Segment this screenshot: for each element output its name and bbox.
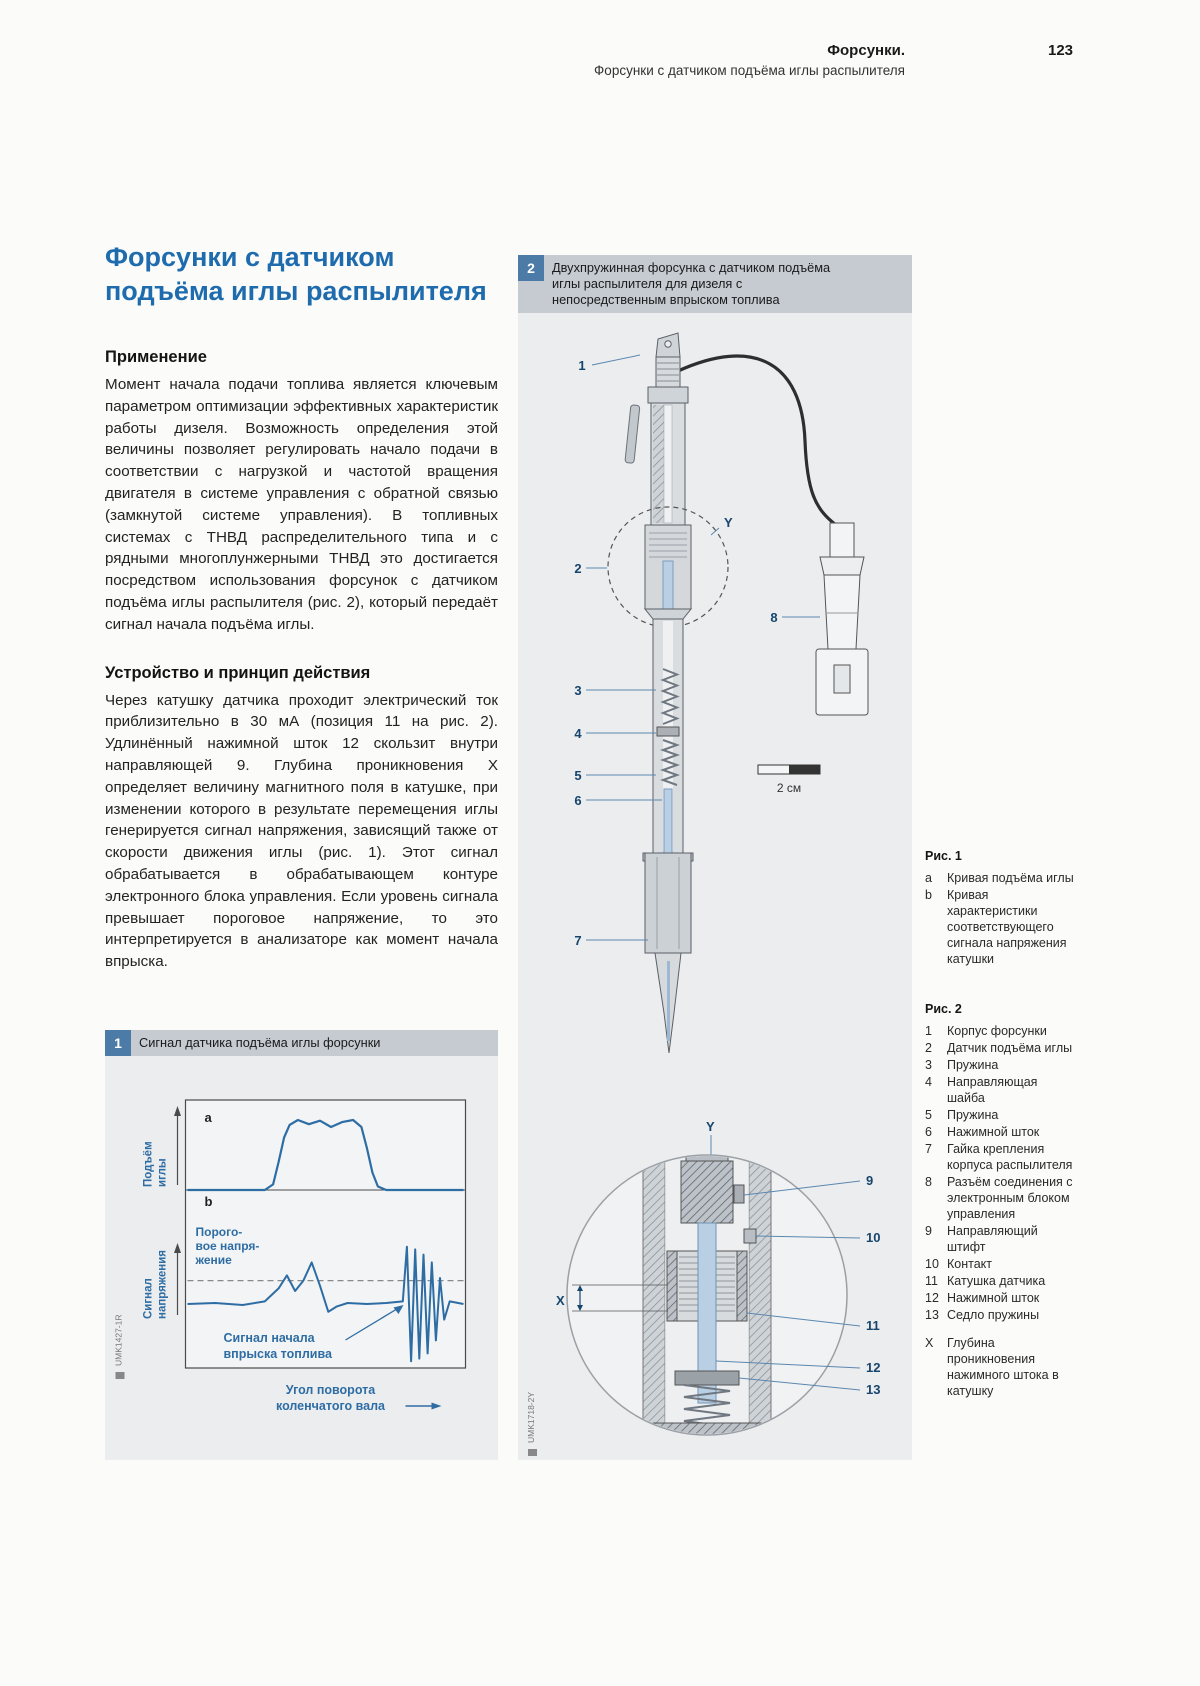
figure-2-caption-bar — [518, 255, 912, 313]
legend-item: 13 Седло пружины — [925, 1308, 1040, 1322]
legend-item: 2 Датчик подъёма иглы — [925, 1041, 1073, 1055]
lift-axis-arrowhead — [174, 1106, 181, 1116]
injection-start-annotation-2: впрыска топлива — [223, 1347, 332, 1361]
plug-shoulder — [820, 557, 864, 575]
fuel-channel — [664, 405, 672, 523]
figure-2-body — [518, 313, 912, 1460]
lift-axis-label-1: Подъём — [142, 1141, 155, 1187]
figure-1-id: UMK1427-1R — [113, 1314, 124, 1366]
signal-axis-label-1: Сигнал — [142, 1278, 155, 1319]
callout-11: 11 — [866, 1318, 880, 1333]
legend-item: 3 Пружина — [925, 1058, 999, 1072]
upper-body-cutaway — [653, 405, 664, 523]
lift-axis-label-2: иглы — [156, 1158, 169, 1187]
signal-axis-label-2: напряжения — [156, 1250, 169, 1319]
detail-wall-left — [643, 1155, 665, 1435]
piston — [681, 1161, 733, 1223]
figure-1-body — [105, 1056, 498, 1460]
plug-neck — [830, 523, 854, 557]
detail-bottom-block — [653, 1423, 761, 1459]
section-heading-applications: Применение — [105, 348, 207, 366]
push-rod — [664, 789, 672, 853]
callout-10: 10 — [866, 1230, 881, 1245]
legend-item: 10 Контакт — [925, 1257, 993, 1271]
side-clip — [625, 405, 640, 464]
callout-3: 3 — [574, 683, 582, 698]
legend-item: 1 Корпус форсунки — [925, 1024, 1047, 1038]
section-label-y-detail: Y — [706, 1119, 715, 1134]
signal-axis-arrowhead — [174, 1243, 181, 1253]
body-transition — [645, 609, 691, 619]
figure-2-id: UMK1718-2Y — [526, 1391, 536, 1443]
scale-label: 2 см — [776, 781, 802, 795]
detail-cross-section — [643, 1155, 771, 1459]
legend-item: 5 Пружина — [925, 1108, 999, 1122]
page-number: 123 — [1048, 42, 1074, 59]
callout-6: 6 — [574, 793, 582, 808]
figure-1-number-badge: 1 — [105, 1030, 131, 1056]
legend-item: 9 Направляющий штифт — [925, 1224, 1038, 1254]
text-column — [105, 240, 498, 1001]
electrical-connector — [816, 523, 868, 715]
legend-item: 11 Катушка датчика — [925, 1274, 1046, 1288]
legend-fig2-title: Рис. 2 — [925, 1002, 962, 1016]
thread-section — [656, 357, 680, 387]
sensor-push-rod — [663, 561, 673, 609]
lug-hole — [665, 341, 671, 347]
legend-item: 12 Нажимной шток — [925, 1291, 1040, 1305]
paragraph-design: Через катушку датчика проходит электрический ток приблизительно в 30 мА (позиция 11 на рис. 2). Удлинённый нажимной шток 12 скользит внутри направляющей 9. Глубина проникновения X определяет величину магнитного поля в катушке, при изменении которого в результате перемещения иглы генерируется сигнал напряжения, зависящий также от скорости движения иглы (рис. 1). Этот сигнал обрабатывается в обрабатывающем контуре электронного блока управления. Если уровень сигнала превышает пороговое напряжение, то это интерпретируется в анализаторе как момент начала впрыска. — [105, 691, 498, 971]
curve-b-label: b — [204, 1194, 213, 1209]
legend-item: b Кривая характеристики соответствующего сигнала напряжения катушки — [925, 888, 1067, 966]
publisher-mark-icon — [528, 1449, 537, 1456]
legend-item-x: X Глубина проникновения нажимного штока в катушку — [925, 1336, 1059, 1398]
callout-1: 1 — [578, 358, 586, 373]
legend-item: a Кривая подъёма иглы — [925, 871, 1074, 885]
needle-lift-signal-chart — [105, 1056, 498, 1460]
guide-washer — [657, 727, 679, 736]
guide-pin — [734, 1185, 744, 1203]
threshold-label-3: жение — [195, 1253, 232, 1267]
page-header — [505, 42, 905, 78]
callout-13: 13 — [866, 1382, 881, 1397]
header-section-title: Форсунки. — [827, 42, 905, 59]
injector-body-section — [608, 333, 728, 1053]
callout-9: 9 — [866, 1173, 874, 1188]
figure-legend-column — [925, 848, 1075, 1400]
coil-flange-left — [667, 1251, 677, 1321]
paragraph-applications: Момент начала подачи топлива является ключевым параметром оптимизации эффективных характеристик работы дизеля. Возможность определения этой величины позволяет регулировать начало подачи в соответствии с нагрузкой и частотой вращения двигателя в системе управления с обратной связью (замкнутой системе управления). В топливных системах с ТНВД распределительного типа и с рядными многоплунжерными ТНВД это достигается посредством использования форсунок с датчиком подъёма иглы распылителя (рис. 2), который передаёт сигнал начала подъёма иглы. — [105, 376, 498, 633]
x-axis-arrowhead — [432, 1403, 442, 1410]
publisher-mark-icon — [116, 1372, 125, 1379]
section-label-y-top: Y — [724, 515, 733, 530]
retaining-nut — [645, 853, 691, 953]
detail-wall-right — [749, 1155, 771, 1435]
article-title: Форсунки с датчиком подъёма иглы распылителя — [105, 242, 487, 306]
callout-leaders-upper — [586, 355, 820, 940]
callout-12: 12 — [866, 1360, 881, 1375]
x-axis-label-1: Угол поворота — [285, 1383, 376, 1397]
sensor-cable — [678, 356, 836, 525]
callout-7: 7 — [574, 933, 582, 948]
legend-fig2-block — [925, 1001, 1075, 1399]
scale-bar — [758, 765, 820, 795]
threshold-label-2: вое напря- — [195, 1239, 260, 1253]
callout-5: 5 — [574, 768, 582, 783]
figure-2-caption: Двухпружинная форсунка с датчиком подъёма иглы распылителя для дизеля с непосредственным впрыском топлива — [552, 260, 831, 307]
legend-item: 8 Разъём соединения с электронным блоком управления — [925, 1175, 1073, 1221]
legend-fig1-title: Рис. 1 — [925, 849, 962, 863]
contact — [744, 1229, 756, 1243]
label-x: X — [556, 1293, 565, 1308]
legend-item: 7 Гайка крепления корпуса распылителя — [925, 1142, 1073, 1172]
coil-flange-right — [737, 1251, 747, 1321]
figure-1 — [105, 1030, 498, 1460]
scale-bar-fill — [789, 765, 820, 774]
figure-1-caption: Сигнал датчика подъёма иглы форсунки — [139, 1035, 381, 1050]
header-section-subtitle: Форсунки с датчиком подъёма иглы распылителя — [594, 63, 905, 78]
figure-2 — [518, 255, 912, 1460]
plug-window — [834, 665, 850, 693]
threshold-label-1: Порого- — [195, 1225, 243, 1239]
legend-item: 6 Нажимной шток — [925, 1125, 1040, 1139]
callout-8: 8 — [770, 610, 778, 625]
collar — [648, 387, 688, 403]
callout-2: 2 — [574, 561, 582, 576]
curve-a-label: a — [204, 1110, 212, 1125]
x-axis-label-2: коленчатого вала — [275, 1399, 386, 1413]
spring-seat — [675, 1371, 739, 1385]
figure-2-number-badge: 2 — [518, 255, 544, 281]
plug-body — [824, 575, 860, 649]
figure-1-caption-bar — [105, 1030, 498, 1056]
callout-4: 4 — [574, 726, 582, 741]
injection-start-annotation-1: Сигнал начала — [223, 1331, 315, 1345]
section-heading-design: Устройство и принцип действия — [105, 663, 371, 682]
legend-item: 4 Направляющая шайба — [925, 1075, 1038, 1105]
injector-drawing — [518, 313, 912, 1460]
